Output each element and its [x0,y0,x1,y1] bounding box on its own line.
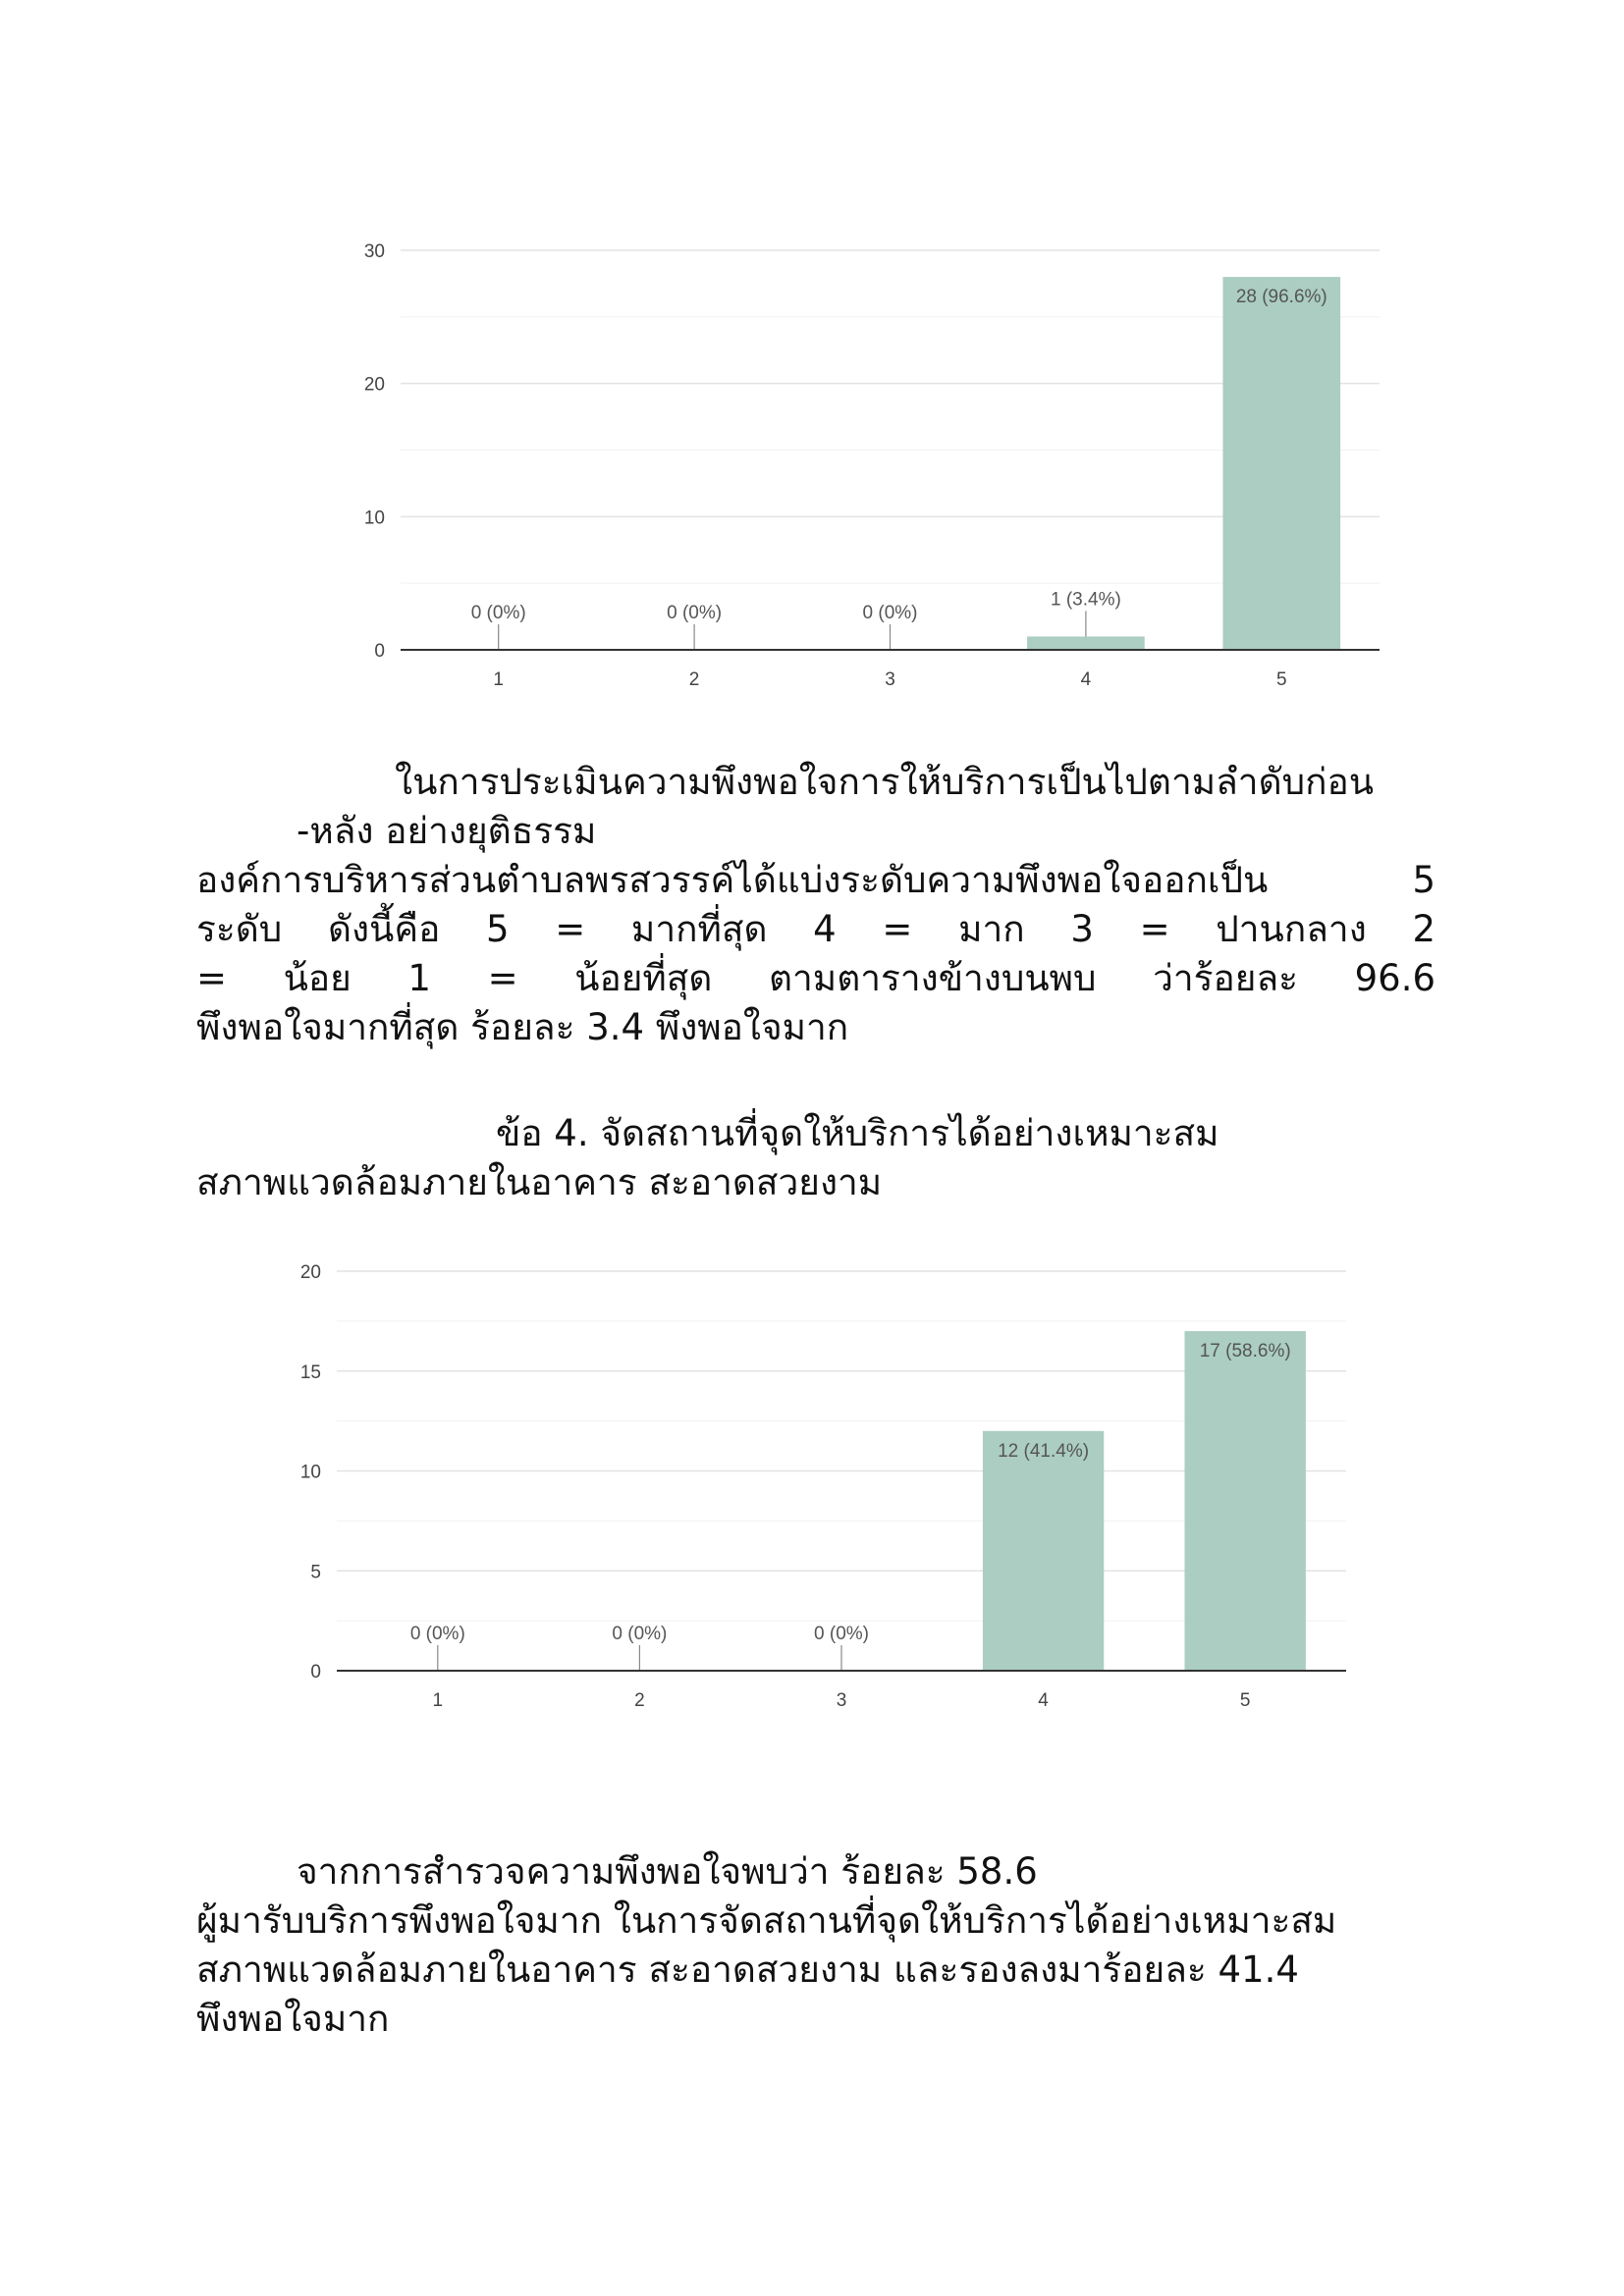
data-label-5: 28 (96.6%) [1235,287,1327,308]
para1-line4: ระดับ ดังนี้คือ 5 = มากที่สุด 4 = มาก 3 = ปานกลาง 2 [196,908,1435,950]
para1-line6: พึงพอใจมากที่สุด ร้อยละ 3.4 พึงพอใจมาก [196,1006,849,1048]
para2-line1: จากการสำรวจความพึงพอใจพบว่า ร้อยละ 58.6 [297,1850,1038,1893]
x-tick-label-2: 2 [634,1690,645,1711]
y-tick-label: 20 [363,374,385,396]
bar-5 [1185,1331,1306,1671]
bar-chart-2 [280,1252,1370,1723]
data-label-4: 1 (3.4%) [1050,589,1121,611]
bar-5 [1222,277,1340,650]
y-tick-label: 20 [299,1262,321,1283]
y-tick-label: 0 [374,641,385,662]
item4-heading-line1: ข้อ 4. จัดสถานที่จุดให้บริการได้อย่างเหมาะสม [496,1112,1219,1154]
para1-line5: = น้อย 1 = น้อยที่สุด ตามตารางข้างบนพบ ว่าร้อยละ 96.6 [196,957,1435,999]
para1-line1: ในการประเมินความพึงพอใจการให้บริการเป็นไปตามลำดับก่อน [395,761,1374,803]
data-label-2: 0 (0%) [667,603,723,623]
bar-4 [983,1431,1104,1671]
bar-chart-1 [344,231,1404,702]
para2-line4: พึงพอใจมาก [196,1998,390,2040]
y-tick-label: 5 [310,1562,321,1583]
data-label-1: 0 (0%) [409,1624,465,1644]
x-tick-label-5: 5 [1239,1690,1251,1711]
y-tick-label: 10 [363,507,385,529]
y-tick-label: 15 [299,1362,321,1383]
para1-body [196,856,1435,1052]
data-label-1: 0 (0%) [470,603,526,623]
x-tick-label-4: 4 [1038,1690,1049,1711]
x-tick-label-3: 3 [836,1690,847,1711]
data-label-3: 0 (0%) [814,1624,869,1644]
y-tick-label: 30 [363,241,385,262]
x-tick-label-3: 3 [885,669,895,690]
para2-line2: ผู้มารับบริการพึงพอใจมาก ในการจัดสถานที่จุดให้บริการได้อย่างเหมาะสม [196,1899,1337,1942]
data-label-4: 12 (41.4%) [998,1440,1090,1462]
data-label-3: 0 (0%) [862,603,918,623]
x-tick-label-1: 1 [493,669,504,690]
item4-heading-line2: สภาพแวดล้อมภายในอาคาร สะอาดสวยงาม [196,1161,883,1203]
y-tick-label: 0 [310,1662,321,1682]
x-tick-label-1: 1 [432,1690,444,1711]
y-tick-label: 10 [299,1462,321,1483]
x-tick-label-4: 4 [1080,669,1092,690]
bar-4 [1027,636,1145,650]
para2-line3: สภาพแวดล้อมภายในอาคาร สะอาดสวยงาม และรองลงมาร้อยละ 41.4 [196,1949,1299,1991]
x-tick-label-2: 2 [688,669,700,690]
x-tick-label-5: 5 [1276,669,1287,690]
data-label-5: 17 (58.6%) [1199,1341,1291,1362]
para1-line2: -หลัง อย่างยุติธรรม [297,810,597,852]
data-label-2: 0 (0%) [612,1624,668,1644]
para1-line3: องค์การบริหารส่วนตำบลพรสวรรค์ได้แบ่งระดับความพึงพอใจออกเป็น 5 [196,859,1435,901]
